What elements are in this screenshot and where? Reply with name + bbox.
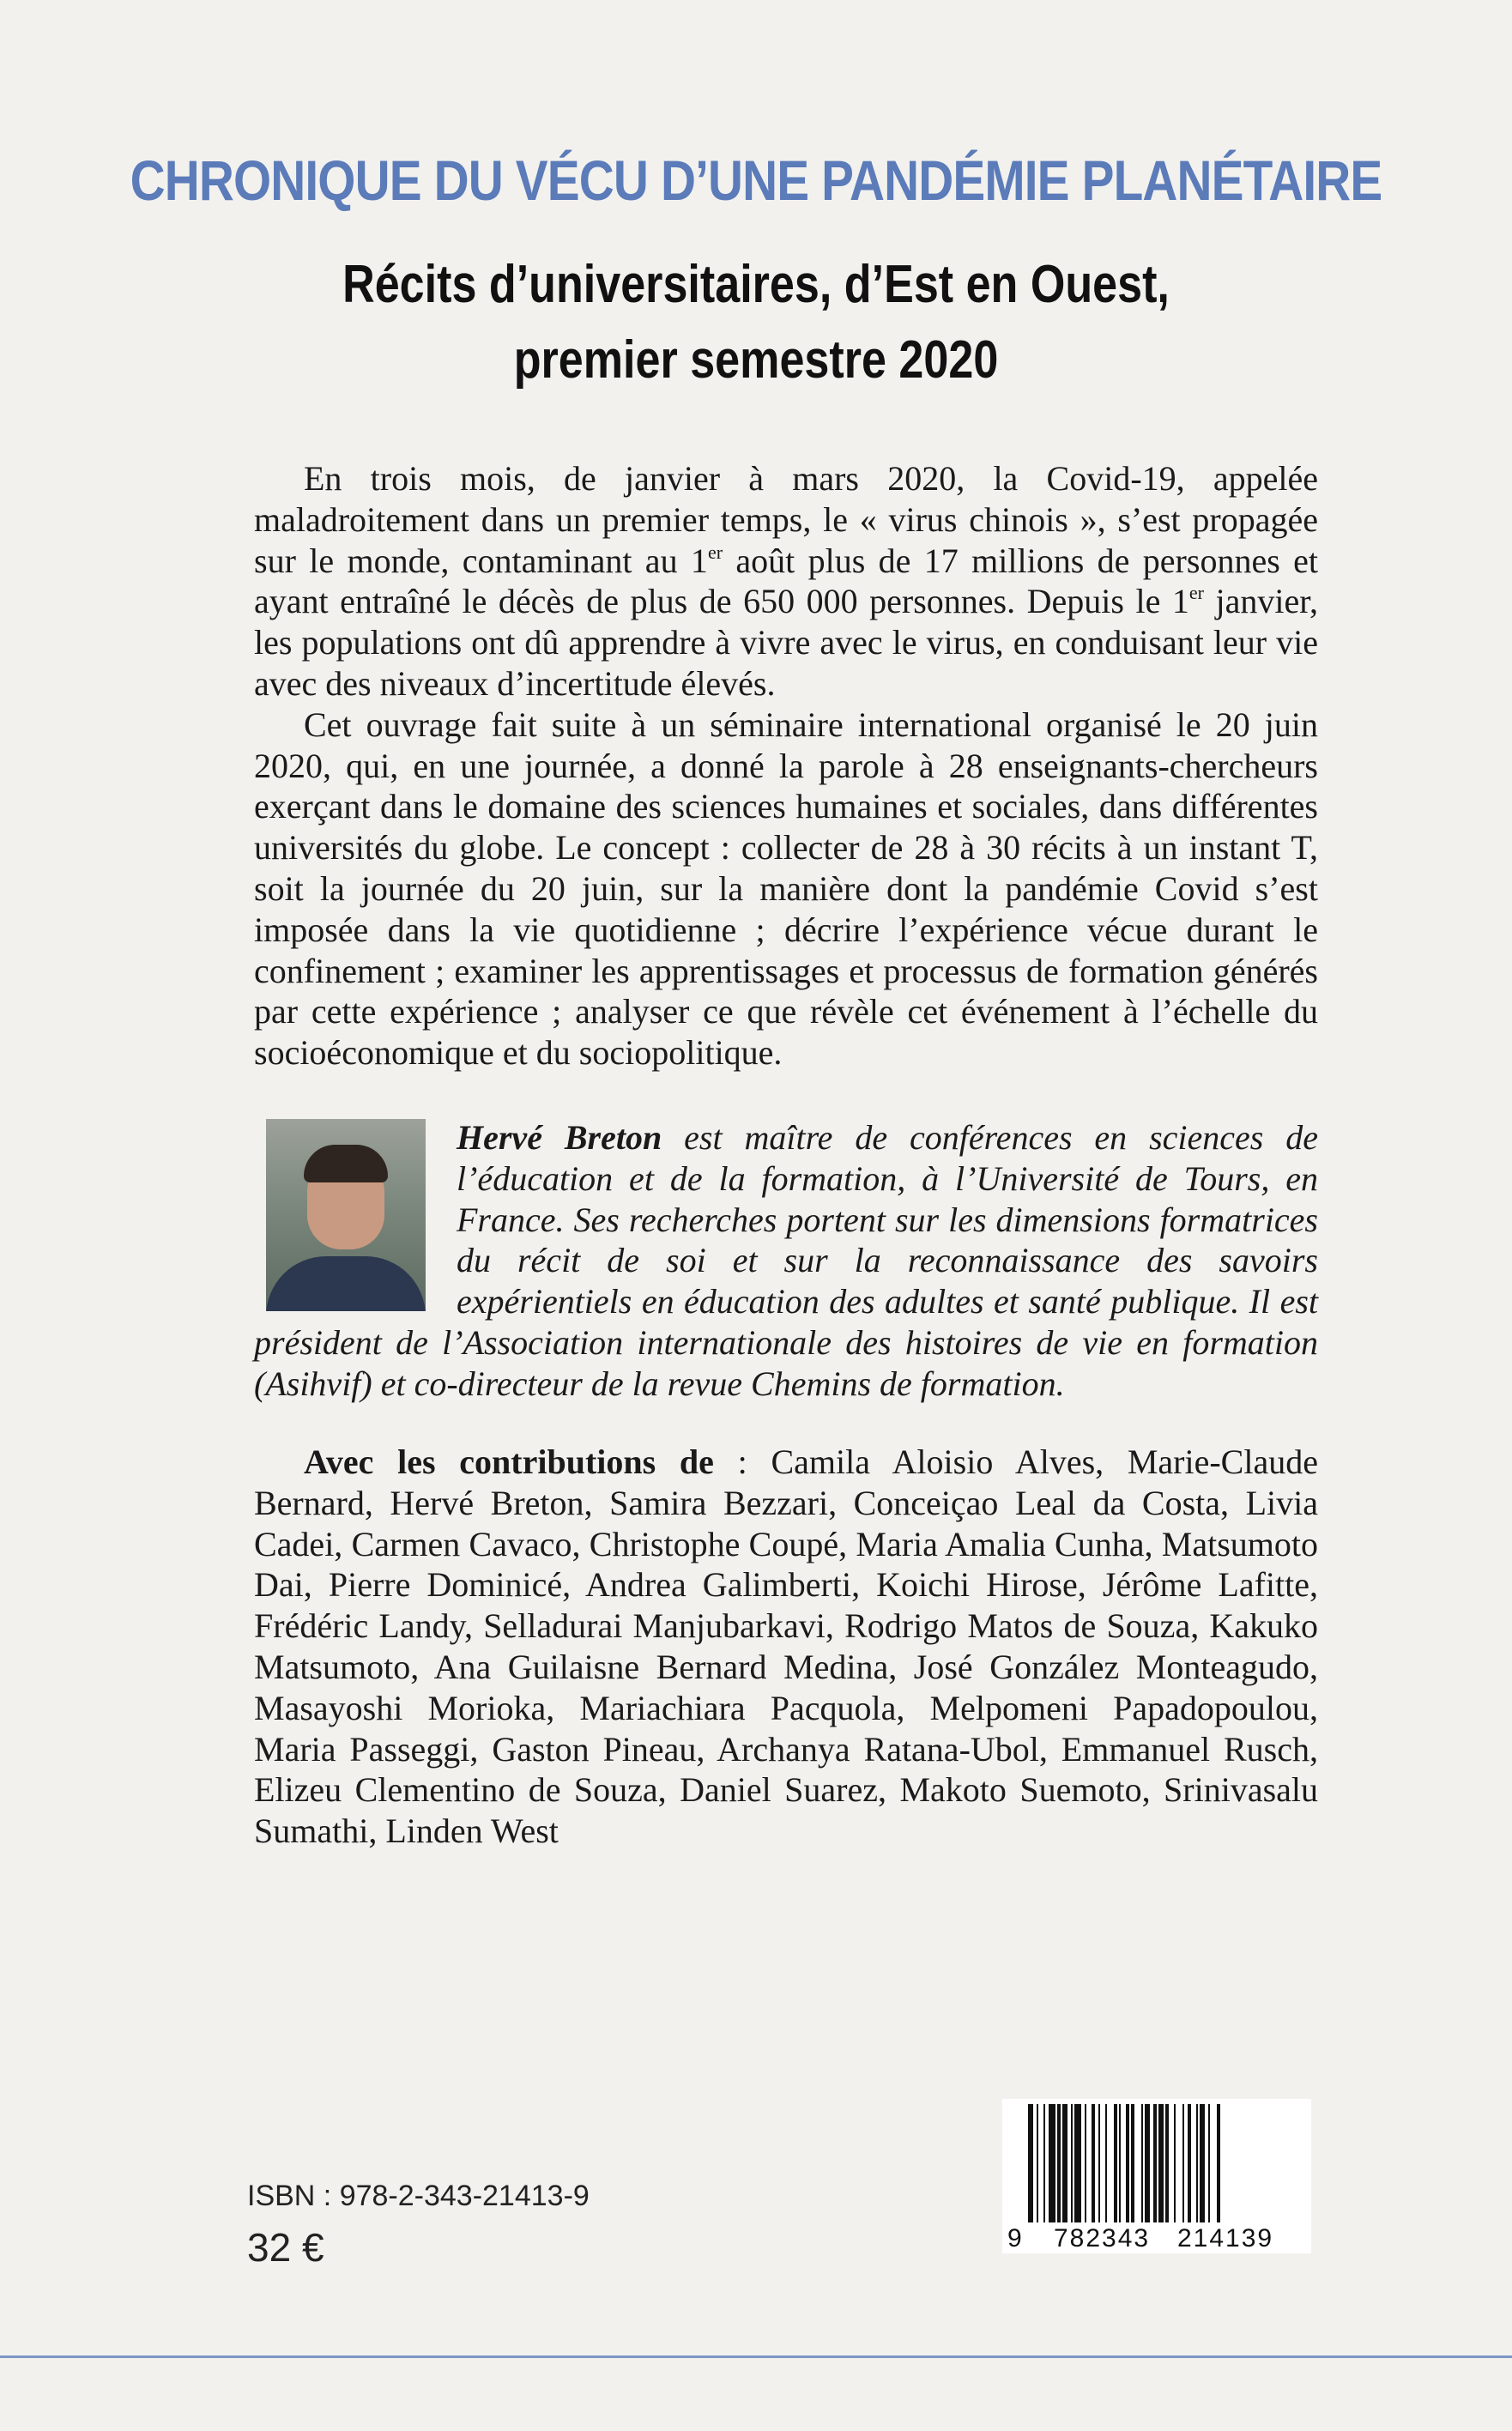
author-bio-text: est maître de conférences en sciences de l’éducation et de la formation, à l’Université de Tours, en France. Ses recherches portent sur les dimensions formatrices du récit de soi et sur la reconnaissance des savoirs expérientiels en éducation des adultes et santé publique. Il est président de l’Association internationale des histoires de vie en formation (Asihvif) et co-directeur de la revue Chemins de formation. <box>254 1118 1318 1403</box>
barcode-digits-left: 782343 <box>1054 2224 1151 2253</box>
contributors-names: Camila Aloisio Alves, Marie-Claude Bernard, Hervé Breton, Samira Bezzari, Conceiçao Leal da Costa, Livia Cadei, Carmen Cavaco, Christophe Coupé, Maria Amalia Cunha, Matsumoto Dai, Pierre Dominicé, Andrea Galimberti, Koichi Hirose, Jérôme Lafitte, Frédéric Landy, Selladurai Manjubarkavi, Rodrigo Matos de Souza, Kakuko Matsumoto, Ana Guilaisne Bernard Medina, José González Monteagudo, Masayoshi Morioka, Mariachiara Pacquola, Melpomeni Papadopoulou, Maria Passeggi, Gaston Pineau, Archanya Ratana-Ubol, Emmanuel Rusch, Elizeu Clementino de Souza, Daniel Suarez, Makoto Suemoto, Srinivasalu Sumathi, Linden West <box>254 1442 1318 1851</box>
book-subtitle <box>121 247 1391 398</box>
bottom-rule <box>0 2355 1512 2358</box>
barcode-digits-right: 214139 <box>1177 2224 1274 2253</box>
author-name: Hervé Breton <box>457 1118 662 1157</box>
isbn: ISBN : 978-2-343-21413-9 <box>247 2180 590 2212</box>
subtitle-line-2: premier semestre 2020 <box>513 330 999 390</box>
price: 32 € <box>247 2225 324 2270</box>
barcode-digit-lead: 9 <box>1007 2224 1022 2253</box>
author-photo <box>266 1119 426 1311</box>
summary-paragraph-2: Cet ouvrage fait suite à un séminaire international organisé le 20 juin 2020, qui, en une journée, a donné la parole à 28 enseignants-chercheurs exerçant dans le domaine des sciences humaines et sociales, dans différentes universités du globe. Le concept : collecter de 28 à 30 récits à un instant T, soit la journée du 20 juin, sur la manière dont la pandémie Covid s’est imposée dans la vie quotidienne ; décrire l’expérience vécue durant le confinement ; examiner les apprentissages et processus de formation générés par cette expérience ; analyser ce que révèle cet événement à l’échelle du socioéconomique et du sociopolitique. <box>254 705 1318 1073</box>
subtitle-line-1: Récits d’universitaires, d’Est en Ouest, <box>342 255 1170 314</box>
book-title: CHRONIQUE DU VÉCU D’UNE PANDÉMIE PLANÉTAIRE <box>130 148 1382 212</box>
author-bio <box>254 1117 1318 1405</box>
summary-text <box>254 458 1318 1073</box>
contributors-list: Avec les contributions de : Camila Aloisio Alves, Marie-Claude Bernard, Hervé Breton, Samira Bezzari, Conceiçao Leal da Costa, Livia Cadei, Carmen Cavaco, Christophe Coupé, Maria Amalia Cunha, Matsumoto Dai, Pierre Dominicé, Andrea Galimberti, Koichi Hirose, Jérôme Lafitte, Frédéric Landy, Selladurai Manjubarkavi, Rodrigo Matos de Souza, Kakuko Matsumoto, Ana Guilaisne Bernard Medina, José González Monteagudo, Masayoshi Morioka, Mariachiara Pacquola, Melpomeni Papadopoulou, Maria Passeggi, Gaston Pineau, Archanya Ratana-Ubol, Emmanuel Rusch, Elizeu Clementino de Souza, Daniel Suarez, Makoto Suemoto, Srinivasalu Sumathi, Linden West <box>254 1442 1318 1851</box>
contributors-lead: Avec les contributions de <box>304 1442 714 1481</box>
summary-paragraph-1: En trois mois, de janvier à mars 2020, la Covid-19, appelée maladroitement dans un premier temps, le « virus chinois », s’est propagée sur le monde, contaminant au 1er août plus de 17 millions de personnes et ayant entraîné le décès de plus de 650 000 personnes. Depuis le 1er janvier, les populations ont dû apprendre à vivre avec le virus, en conduisant leur vie avec des niveaux d’incertitude élevés. <box>254 459 1319 703</box>
barcode <box>1002 2099 1311 2253</box>
